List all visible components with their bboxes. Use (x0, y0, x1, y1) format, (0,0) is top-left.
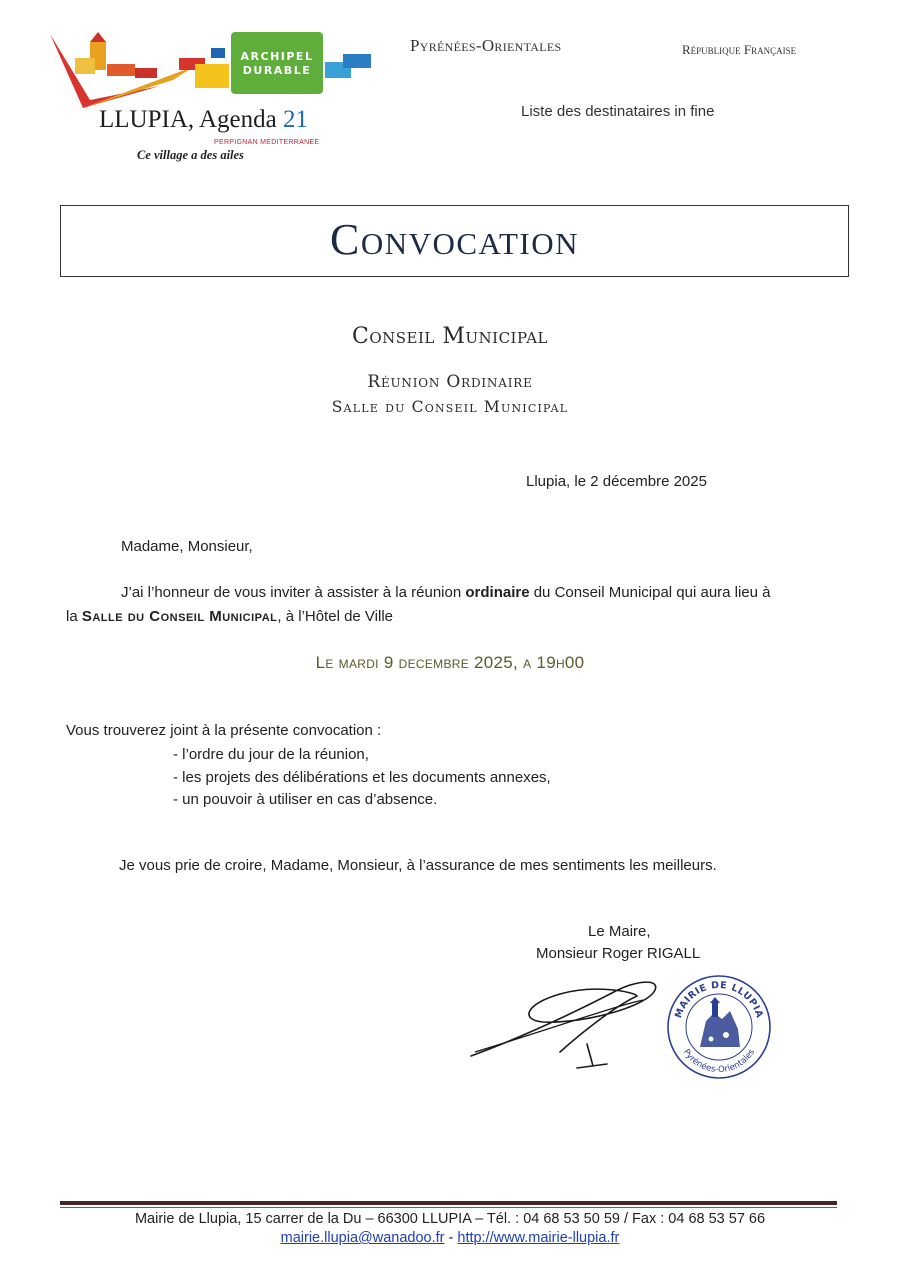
mairie-stamp (666, 973, 772, 1081)
date-line: Llupia, le 2 décembre 2025 (526, 473, 707, 490)
svg-text:MAIRIE DE LLUPIA (673, 980, 765, 1020)
list-item: - un pouvoir à utiliser en cas d’absence. (173, 791, 438, 808)
badge-line-1: ARCHIPEL (240, 50, 314, 63)
footer-address: Mairie de Llupia, 15 carrer de la Du – 66300 LLUPIA – Tél. : 04 68 53 50 59 / Fax : 04 68 53 57 66 (134, 1211, 766, 1227)
signatory-name: Monsieur Roger RIGALL (536, 945, 701, 962)
document-title: Convocation (329, 215, 580, 264)
meeting-type: Réunion Ordinaire (367, 372, 533, 392)
invitation-line-2-end: , à l’Hôtel de Ville (277, 608, 393, 625)
agenda21-logo (45, 28, 375, 168)
logo-name-main: LLUPIA, Agenda (99, 106, 277, 133)
attachments-intro: Vous trouverez joint à la présente convocation : (66, 722, 382, 739)
invitation-text-start: J’ai l’honneur de vous inviter à assister à la réunion (121, 584, 466, 601)
council-heading: Conseil Municipal (352, 324, 548, 349)
badge-line-2: DURABLE (242, 64, 312, 77)
attachments-list (173, 744, 551, 812)
footer-separator: - (448, 1230, 454, 1246)
meeting-datetime: Le mardi 9 decembre 2025, a 19h00 (315, 653, 585, 672)
archipel-durable-badge (231, 32, 323, 94)
salutation: Madame, Monsieur, (121, 538, 253, 555)
invitation-line-2-start: la (66, 608, 82, 625)
republic-label: République Française (682, 42, 797, 57)
invitation-line-1 (121, 584, 771, 601)
village-logo-graphic (45, 28, 375, 168)
invitation-bold: ordinaire (465, 584, 530, 601)
invitation-line-2 (66, 608, 393, 625)
title-box (60, 205, 849, 277)
signatory-title: Le Maire, (588, 923, 651, 940)
footer-links (0, 1230, 900, 1246)
stamp-bottom-text: Pyrénées-Orientales (680, 1047, 758, 1076)
logo-subtitle: PERPIGNAN MEDITERRANEE (214, 139, 320, 146)
invitation-venue: Salle du Conseil Municipal (81, 608, 278, 625)
handwritten-signature (465, 970, 665, 1080)
logo-motto: Ce village a des ailes (137, 148, 244, 162)
stamp-emblem-icon (700, 997, 740, 1047)
footer-email-link[interactable]: mairie.llupia@wanadoo.fr (280, 1230, 445, 1246)
list-item: - l’ordre du jour de la réunion, (173, 746, 369, 763)
meeting-venue: Salle du Conseil Municipal (331, 398, 569, 416)
list-item: - les projets des délibérations et les documents annexes, (173, 768, 551, 786)
footer-rule (60, 1201, 837, 1205)
invitation-text-end: du Conseil Municipal qui aura lieu à (529, 584, 771, 601)
closing-formula: Je vous prie de croire, Madame, Monsieur, à l’assurance de mes sentiments les meilleurs. (119, 857, 717, 874)
logo-name (99, 106, 308, 134)
department-name: Pyrénées-Orientales (410, 36, 562, 55)
footer-rule-thin (60, 1207, 837, 1208)
footer-website-link[interactable]: http://www.mairie-llupia.fr (457, 1230, 620, 1246)
recipients-note: Liste des destinataires in fine (521, 103, 715, 120)
stamp-top-text: MAIRIE DE LLUPIA (673, 979, 765, 1020)
logo-name-number: 21 (283, 106, 308, 133)
